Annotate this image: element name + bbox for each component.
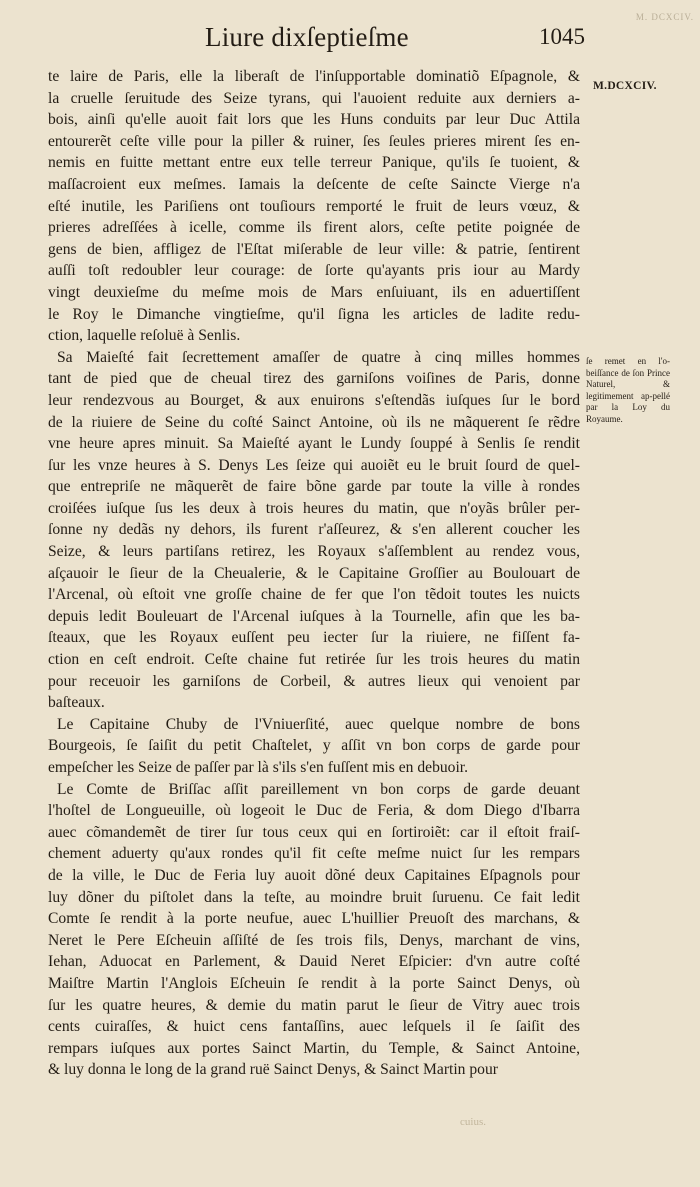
text-line: auec cõmandemẽt de tirer ſur tous ceux qui en ſortiroiẽt: car il eſtoit fraiſ- [48,823,580,841]
text-line: ſur les vnze heures à S. Denys Les ſeize qui auoiẽt eu le bruit ſourd de quel- [48,456,580,474]
text-line: te laire de Paris, elle la liberaſt de l'inſupportable dominatiõ Eſpagnole, & [48,68,580,85]
page-header [205,22,585,58]
text-line: bois, ainſi qu'elle auoit fait lors que les Huns conduits par leur Duc Attila [48,111,580,129]
text-line: l'hoſtel de Longueuille, où logeoit le Duc de Feria, & dom Diego d'Ibarra [48,802,580,820]
text-line: nemis en fuitte mettant entre eux telle terreur Panique, qu'ils ſe tuoient, & [48,154,580,172]
text-line: l'Arcenal, où eſtoit vne groſſe chaine de fer que l'on tẽdoit toutes les nuicts [48,586,580,604]
text-line: pour receuoir les garniſons de Corbeil, & autres lieux qui venoient par [48,672,580,690]
text-line: vne heure apres minuit. Sa Maieſté ayant le Lundy ſouppé à Senlis ſe rendit [48,435,580,453]
text-line: prieres adreſſées à icelle, comme ils firent alors, ceſte petite poignée de [48,219,580,237]
text-line: baſteaux. [48,694,105,712]
catchword: cuius. [460,1116,486,1128]
body-text [48,66,580,1081]
text-line: cents cuiraſſes, & huict cens fantaſſins, auec leſquels il ſe ſaiſit des [48,1018,580,1036]
text-line: ſonne ny dedãs ny dehors, ils furent r'aſſeurez, & s'en allerent coucher les [48,521,580,539]
text-line: Le Comte de Briſſac aſſit pareillement vn bon corps de garde deuant [57,780,580,798]
running-title: Liure dixſeptieſme [205,22,409,52]
text-line: & luy donna le long de la grand ruë Sainct Denys, & Sainct Martin pour [48,1061,498,1079]
text-line: Sa Maieſté fait ſecrettement amaſſer de quatre à cinq milles hommes [57,348,580,366]
text-line: entourerẽt ceſte ville pour la piller & ruiner, ſes ſeules prieres mirent ſes en- [48,132,580,150]
text-line: la cruelle ſeruitude des Seize tyrans, qui l'auoient reduite aux derniers a- [48,89,580,107]
text-line: gens de bien, affligez de l'Eſtat miſerable de leur ville: & patrie, ſentirent [48,240,580,258]
text-line: que entrepriſe ne mãquerẽt de faire bõne garde par toute la ville à rondes [48,478,580,496]
text-line: empeſcher les Seize de paſſer par là s'ils s'en fuſſent mis en debuoir. [48,759,469,776]
text-line: depuis ledit Bouleuart de l'Arcenal iuſques à la Tournelle, afin que les ba- [48,607,580,625]
text-line: de la ville, le Duc de Feria luy auoit dõné deux Capitaines Eſpagnols pour [48,866,580,884]
paragraph [48,779,580,1081]
text-line: Comte ſe rendit à la porte neufue, auec L'huillier Preuoſt des marchans, & [48,910,580,928]
text-line: croiſées iuſque ſus les deux à trois heures du matin, que n'oyãs brûler per- [48,499,580,517]
margin-year: M.DCXCIV. [593,80,657,92]
text-line: Le Capitaine Chuby de l'Vniuerſité, auec quelque nombre de bons [57,715,580,733]
text-line: de la riuiere de Seine du coſté Sainct Antoine, où ils ne mãquerent ſe rẽdre [48,413,580,431]
paragraph [48,66,580,347]
text-line: Neret le Pere Eſcheuin aſſiſté de ſes trois fils, Denys, marchant de vins, [48,931,580,949]
text-line: vingt deuxieſme du meſme mois de Mars enſuiuant, ils en aduertiſſent [48,283,580,301]
text-line: ction en ceſt endroit. Ceſte chaine fut retirée ſur les trois heures du matin [48,651,580,669]
text-line: leur rendezvous au Bourget, & aux enuirons s'eſtendãs iuſques ſur le bord [48,391,580,409]
text-line: Bourgeois, ſe ſaiſit du petit Chaſtelet, y aſſit vn bon corps de garde pour [48,737,580,755]
text-line: auſſi toſt redoubler leur courage: de ſorte qu'ayants pris iour au Mardy [48,262,580,280]
text-line: luy dõner du piſtolet dans la teſte, au moindre bruit ſuruenu. Ce fait ledit [48,888,580,906]
text-line: rempars iuſques aux portes Sainct Martin, du Temple, & Sainct Antoine, [48,1039,580,1057]
text-line: aſçauoir le ſieur de la Cheualerie, & le Capitaine Groſſier au Boulouart de [48,564,580,582]
margin-note: ſe remet en l'o-beiſſance de ſon Prince Naturel, & legitimement ap-pellé par la Loy du Royaume. [586,356,670,424]
text-line: ſur les quatre heures, & demie du matin parut le ſieur de Vitry auec trois [48,996,580,1014]
text-line: chement aduerty qu'aux rondes qu'il fit ceſte meſme nuict ſur les rempars [48,845,580,863]
text-line: le Roy le Dimanche vingtieſme, qu'il ſigna les articles de ladite redu- [48,305,580,323]
bleed-through-text: M. DCXCIV. [635,12,694,22]
text-line: tant de pied que de cheual tirez des garniſons voiſines de Paris, donne [48,370,580,388]
text-line: maſſacroient eux meſmes. Iamais la deſcente de ceſte Saincte Vierge n'a [48,175,580,193]
text-line: Seize, & leurs partiſans retirez, les Royaux s'aſſemblent au rendez vous, [48,543,580,561]
text-line: Maiſtre Martin l'Anglois Eſcheuin ſe rendit à la porte Sainct Denys, où [48,974,580,992]
paragraph [48,347,580,714]
page-number: 1045 [539,24,585,49]
text-line: ſteaux, que les Royaux euſſent peu iecter ſur la riuiere, ne fiſſent fa- [48,629,580,647]
text-line: ction, laquelle reſoluë à Senlis. [48,327,241,345]
paragraph [48,714,580,779]
text-line: eſté inutile, les Pariſiens ont touſiours remporté le fruit de leurs vœuz, & [48,197,580,215]
text-line: Iehan, Aduocat en Parlement, & Dauid Neret Eſpicier: d'vn autre coſté [48,953,580,971]
